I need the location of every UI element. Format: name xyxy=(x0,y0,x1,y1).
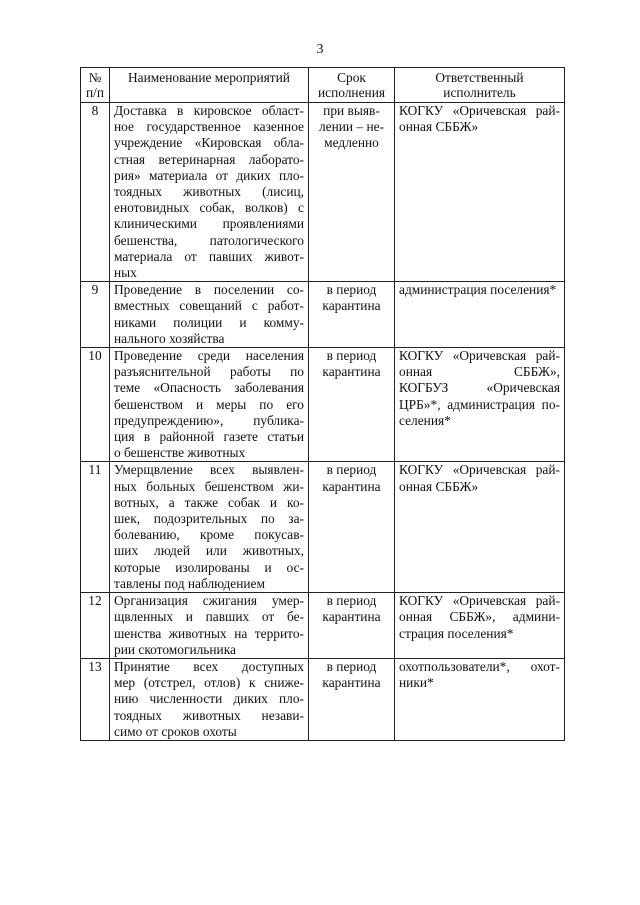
measure-name-line: ших людей или животных, xyxy=(114,543,304,559)
measure-name-line: клиническими проявлениями xyxy=(114,216,304,232)
measure-name-line: шенства животных на террито- xyxy=(114,625,304,641)
measure-name-line: Проведение среди населения xyxy=(114,348,304,364)
measure-name-cell xyxy=(110,103,309,282)
measure-name-line: Доставка в кировское област- xyxy=(114,103,304,118)
responsible-line: страция поселения* xyxy=(399,625,514,641)
header-line: Наименование мероприятий xyxy=(128,70,290,85)
measure-name-line: разъяснительной работы по xyxy=(114,364,304,380)
responsible-cell xyxy=(395,658,565,740)
measure-name-cell xyxy=(110,282,309,348)
responsible-cell xyxy=(395,593,565,659)
deadline-line: при выяв- xyxy=(323,103,380,118)
table-row xyxy=(81,348,565,462)
measure-name-line: болеванию, кроме покусав- xyxy=(114,527,304,543)
measure-name-line: рия» материала от диких пло- xyxy=(114,167,304,183)
header-name xyxy=(110,68,309,103)
responsible-line: охотпользователи*, охот- xyxy=(399,658,560,674)
measure-name-line: тоядных животных незави- xyxy=(114,707,304,723)
deadline-cell xyxy=(309,282,395,348)
measure-name-line: материала от павших живот- xyxy=(114,248,304,264)
header-responsible xyxy=(395,68,565,103)
page-number: 3 xyxy=(316,42,324,57)
responsible-cell xyxy=(395,103,565,282)
header-line: исполнения xyxy=(317,85,386,100)
measure-name-line: ных xyxy=(114,265,137,281)
header-line: Срок xyxy=(337,70,366,85)
responsible-line: ЦРБ»*, администрация по- xyxy=(399,396,560,412)
measure-name-line: ция в районной газете статьи xyxy=(114,429,304,445)
header-term xyxy=(309,68,395,103)
header-line: исполнитель xyxy=(443,85,516,100)
table-row xyxy=(81,593,565,659)
measure-name-line: нию численности диких пло- xyxy=(114,691,304,707)
deadline-cell xyxy=(309,348,395,462)
deadline-line: карантина xyxy=(322,298,381,314)
measure-name-line: которые изолированы и ос- xyxy=(114,559,304,575)
measure-name-line: о бешенстве животных xyxy=(114,445,246,461)
deadline-cell xyxy=(309,103,395,282)
table-row xyxy=(81,658,565,740)
measure-name-line: бешенства, патологического xyxy=(114,232,304,248)
measure-name-line: Умерщвление всех выявлен- xyxy=(114,462,304,478)
measure-name-line: щвленных и павших от бе- xyxy=(114,609,304,625)
measure-name-line: мер (отстрел, отлов) к сниже- xyxy=(114,675,304,691)
measure-name-line: тавлены под наблюдением xyxy=(114,575,265,591)
responsible-line: селения* xyxy=(399,412,451,428)
deadline-line: карантина xyxy=(322,675,381,691)
responsible-cell xyxy=(395,282,565,348)
table-row xyxy=(81,103,565,282)
deadline-line: в период xyxy=(326,348,377,364)
measure-name-line: ное государственное казенное xyxy=(114,119,304,135)
deadline-cell xyxy=(309,462,395,593)
measure-name-cell xyxy=(110,462,309,593)
responsible-line: КОГКУ «Оричевская рай- xyxy=(399,593,560,609)
deadline-line: медленно xyxy=(324,135,379,151)
responsible-line: онная СББЖ» xyxy=(399,478,479,494)
table-row xyxy=(81,282,565,348)
deadline-line: в период xyxy=(326,462,377,478)
measure-name-line: Организация сжигания умер- xyxy=(114,593,304,609)
measure-name-line: бешенством и меры по его xyxy=(114,396,304,412)
deadline-cell xyxy=(309,593,395,659)
measure-name-line: учреждение «Кировская обла- xyxy=(114,135,304,151)
table-header-row xyxy=(81,68,565,103)
row-number: 12 xyxy=(81,593,110,659)
responsible-line: КОГКУ «Оричевская рай- xyxy=(399,103,560,118)
deadline-line: в период xyxy=(326,658,377,674)
measure-name-line: предупреждению», публика- xyxy=(114,412,304,428)
responsible-line: КОГКУ «Оричевская рай- xyxy=(399,462,560,478)
measure-name-cell xyxy=(110,593,309,659)
deadline-line: карантина xyxy=(322,364,381,380)
measure-name-line: Проведение в поселении со- xyxy=(114,282,304,298)
measure-name-line: стная ветеринарная лаборато- xyxy=(114,151,304,167)
responsible-line: онная СББЖ», админи- xyxy=(399,609,560,625)
measure-name-line: енотовидных собак, волков) с xyxy=(114,200,304,216)
responsible-line: КОГБУЗ «Оричевская xyxy=(399,380,560,396)
responsible-line: администрация поселения* xyxy=(399,282,557,298)
deadline-line: карантина xyxy=(322,609,381,625)
measure-name-line: вотных, а также собак и ко- xyxy=(114,494,304,510)
responsible-line: КОГКУ «Оричевская рай- xyxy=(399,348,560,364)
row-number: 11 xyxy=(81,462,110,593)
header-line: п/п xyxy=(85,85,105,100)
measure-name-cell xyxy=(110,348,309,462)
measure-name-line: никами полиции и комму- xyxy=(114,314,304,330)
row-number: 10 xyxy=(81,348,110,462)
responsible-line: онная СББЖ», xyxy=(399,364,560,380)
responsible-cell xyxy=(395,348,565,462)
measure-name-line: нального хозяйства xyxy=(114,330,225,346)
row-number: 13 xyxy=(81,658,110,740)
header-line: Ответственный xyxy=(435,70,524,85)
header-line: № xyxy=(88,70,102,85)
measure-name-line: Принятие всех доступных xyxy=(114,658,304,674)
responsible-cell xyxy=(395,462,565,593)
measure-name-cell xyxy=(110,658,309,740)
measure-name-line: симо от сроков охоты xyxy=(114,723,237,739)
table-row xyxy=(81,462,565,593)
deadline-line: карантина xyxy=(322,478,381,494)
row-number: 8 xyxy=(81,103,110,282)
measure-name-line: теме «Опасность заболевания xyxy=(114,380,304,396)
responsible-line: ники* xyxy=(399,675,434,691)
measure-name-line: тоядных животных (лисиц, xyxy=(114,184,304,200)
deadline-cell xyxy=(309,658,395,740)
measures-table xyxy=(80,67,565,741)
deadline-line: в период xyxy=(326,593,377,609)
header-num xyxy=(81,68,110,103)
measure-name-line: шек, подозрительных по за- xyxy=(114,511,304,527)
deadline-line: в период xyxy=(326,282,377,298)
measure-name-line: вместных совещаний с работ- xyxy=(114,298,304,314)
measure-name-line: рии скотомогильника xyxy=(114,641,236,657)
responsible-line: онная СББЖ» xyxy=(399,119,479,135)
measure-name-line: ных больных бешенством жи- xyxy=(114,478,304,494)
deadline-line: лении – не- xyxy=(318,119,385,135)
row-number: 9 xyxy=(81,282,110,348)
